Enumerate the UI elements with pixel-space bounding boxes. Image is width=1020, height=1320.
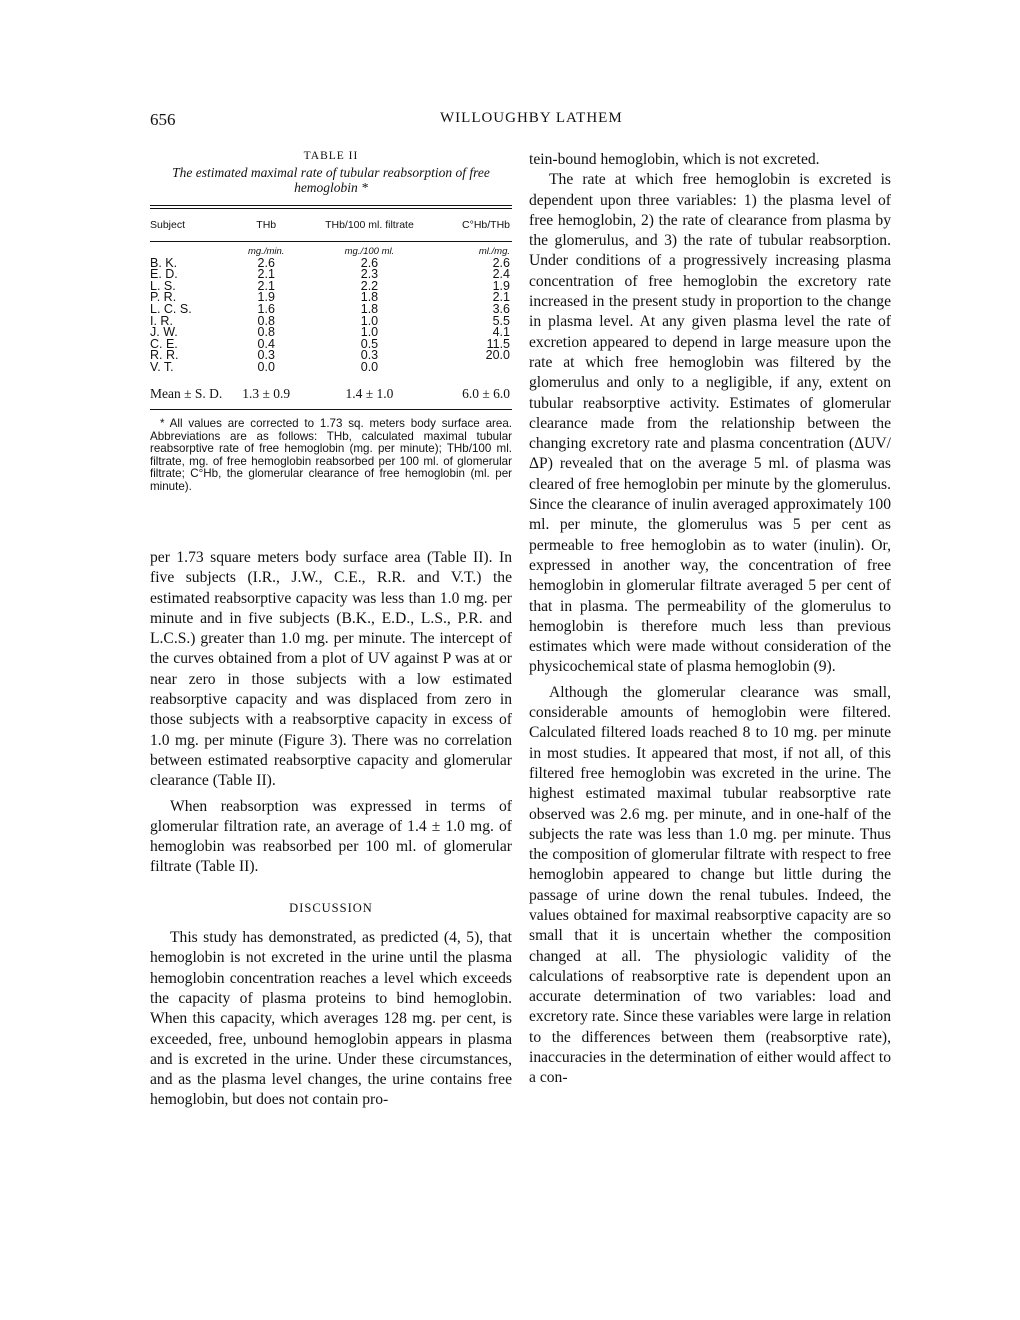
unit-cell: ml./mg. [478,246,510,257]
cell: 2.6 [492,255,510,270]
cell: B. K. [150,255,178,270]
table-row [150,316,512,328]
cell: 0.3 [360,348,379,363]
cell: 1.4 ± 1.0 [345,385,394,401]
page-number: 656 [150,110,176,129]
table-label: TABLE II [303,150,359,162]
table-header-row [150,209,512,241]
table-row [150,292,512,304]
left-column [150,548,512,1111]
cell: 1.9 [492,278,510,293]
unit-cell: mg./min. [247,246,285,257]
table-row [150,258,512,270]
table-row [150,362,512,374]
table-grid [150,209,512,409]
cell: 0.5 [360,336,379,351]
table-caption: The estimated maximal rate of tubular reabsorption of free hemoglobin * [172,165,490,195]
cell: 2.2 [360,278,379,293]
table-row [150,269,512,281]
cell: 0.8 [257,325,275,340]
table-row [150,304,512,316]
cell: Mean ± S. D. [150,385,223,401]
cell: J. W. [150,325,178,340]
cell: 0.0 [257,359,275,374]
cell: 1.0 [360,325,379,340]
col-header-thb-filtrate: THb/100 ml. filtrate [325,219,414,231]
cell [436,362,512,374]
cell: 1.8 [360,290,379,305]
paragraph: tein-bound hemoglobin, which is not excreted. [529,151,820,168]
col-header-subject: Subject [150,219,186,231]
table-footnote [150,418,512,493]
cell: 2.1 [257,267,275,282]
paragraph: The rate at which free hemoglobin is excreted is dependent upon three variables: 1) the plasma level of free hemoglobin, 2) the rate of clearance from plasma by the glomerulus, and 3) the rate of tubular reabsorption. Under conditions of a progressively increasing plasma concentration of free hemoglobin the excretory rate increased in the present study in proportion to the change in plasma level. At any given plasma level the rate of excretion appeared to depend in large measure upon the rate at which free hemoglobin was filtered by the glomerulus and only to a negligible, if any, extent on tubular reabsorptive activity. Estimates of glomerular clearance made from the relationship between the changing excretory rate and plasma concentration (ΔUV/ΔP) revealed that on the average 5 ml. of plasma was cleared of free hemoglobin per minute by the glomerulus. Since the clearance of inulin averaged approximately 100 ml. per minute, the glomerulus was 5 per cent as permeable to free hemoglobin as to water (inulin). Or, expressed in another way, the concentration of free hemoglobin in glomerular filtrate averaged 5 per cent of that in plasma. The permeability of the glomerulus to hemoglobin is therefore much less than previous estimates which were made without consideration of the physicochemical state of plasma hemoglobin (9). [529,171,891,676]
cell: 0.8 [257,313,275,328]
cell: 1.6 [257,301,275,316]
table-row [150,281,512,293]
cell: I. R. [150,313,173,328]
cell: 2.3 [360,267,379,282]
cell: 2.1 [492,290,510,305]
cell: 2.4 [492,267,510,282]
cell: L. S. [150,278,176,293]
paragraph: per 1.73 square meters body surface area (Table II). In five subjects (I.R., J.W., C.E., R.R. and V.T.) the estimated reabsorptive capacity was less than 1.0 mg. per minute and in five subjects (B.K., E.D., L.S., P.R. and L.C.S.) greater than 1.0 mg. per minute. The intercept of the curves obtained from a plot of UV against P was at or near zero in those subjects with a low estimated reabsorptive capacity and was displaced from zero in those subjects with a reabsorptive capacity in excess of 1.0 mg. per minute (Figure 3). There was no correlation between estimated reabsorptive capacity and glomerular clearance (Table II). [150,549,512,790]
cell: R. R. [150,348,179,363]
cell: 0.0 [360,359,379,374]
right-column [529,150,891,1089]
section-heading: DISCUSSION [289,900,373,915]
unit-cell: mg./100 ml. [344,246,395,257]
cell: 20.0 [485,348,510,363]
footnote-text: * All values are corrected to 1.73 sq. meters body surface area. Abbreviations are as follows: THb, calculated maximal tubular reabsorptive rate of free hemoglobin (mg. per minute); THb/100 ml. filtrate, mg. of free hemoglobin reabsorbed per 100 ml. of glomerular filtrate; C°Hb, the glomerular clearance of free hemoglobin (ml. per minute). [150,417,512,493]
cell: 0.3 [257,348,275,363]
units-row [150,242,512,258]
cell: C. E. [150,336,178,351]
cell: 5.5 [492,313,510,328]
paragraph: This study has demonstrated, as predicted (4, 5), that hemoglobin is not excreted in the urine until the plasma hemoglobin concentration reaches a level which exceeds the capacity of plasma proteins to bind hemoglobin. When this capacity, which averages 128 mg. per cent, is exceeded, free, unbound hemoglobin appears in plasma and is excreted in the urine. Under these circumstances, and as the plasma level changes, the urine contains free hemoglobin, but does not contain pro- [150,929,512,1109]
cell: 2.6 [360,255,379,270]
cell: 1.0 [360,313,379,328]
paragraph: Although the glomerular clearance was small, considerable amounts of hemoglobin were filtered. Calculated filtered loads reached 8 to 10 mg. per minute in most studies. It appeared that most, if not all, of this filtered free hemoglobin was excreted in the urine. The highest estimated maximal tubular reabsorptive rate observed was 2.6 mg. per minute, and in one-half of the subjects the rate was less than 1.0 mg. per minute. Thus the composition of glomerular filtrate with respect to free hemoglobin appeared to change but little during the passage of urine down the renal tubules. Indeed, the values obtained for maximal reabsorptive capacity are so small that it is uncertain whether the composition changed at all. The physiologic validity of the calculations of reabsorptive rate is dependent upon an accurate determination of two variables: load and excretory rate. Since these variables were large in relation to the differences between them (reabsorptive rate), inaccuracies in the determination of either would affect to a con- [529,683,891,1087]
cell: 1.8 [360,301,379,316]
cell: P. R. [150,290,177,305]
paragraph: When reabsorption was expressed in terms of glomerular filtration rate, an average of 1.4 ± 1.0 mg. of hemoglobin was reabsorbed per 100 ml. of glomerular filtrate (Table II). [150,797,512,876]
cell: 4.1 [492,325,510,340]
col-header-thb: THb [256,219,277,231]
cell: L. C. S. [150,301,192,316]
cell: 2.6 [257,255,275,270]
cell: 3.6 [492,301,510,316]
table-ii [150,150,512,493]
table-row [150,350,512,362]
mean-row [150,374,512,410]
table-bottom-rule [150,409,512,410]
cell: 1.3 ± 0.9 [242,385,291,401]
cell: 6.0 ± 6.0 [462,385,510,401]
cell: V. T. [150,359,174,374]
running-head: WILLOUGHBY LATHEM [440,110,623,126]
cell: 11.5 [486,336,510,351]
col-header-clearance-ratio: C°Hb/THb [462,219,510,231]
cell: 1.9 [257,290,275,305]
table-row [150,339,512,351]
cell: 0.4 [257,336,275,351]
table-row [150,327,512,339]
cell: 2.1 [257,278,275,293]
cell: E. D. [150,267,178,282]
